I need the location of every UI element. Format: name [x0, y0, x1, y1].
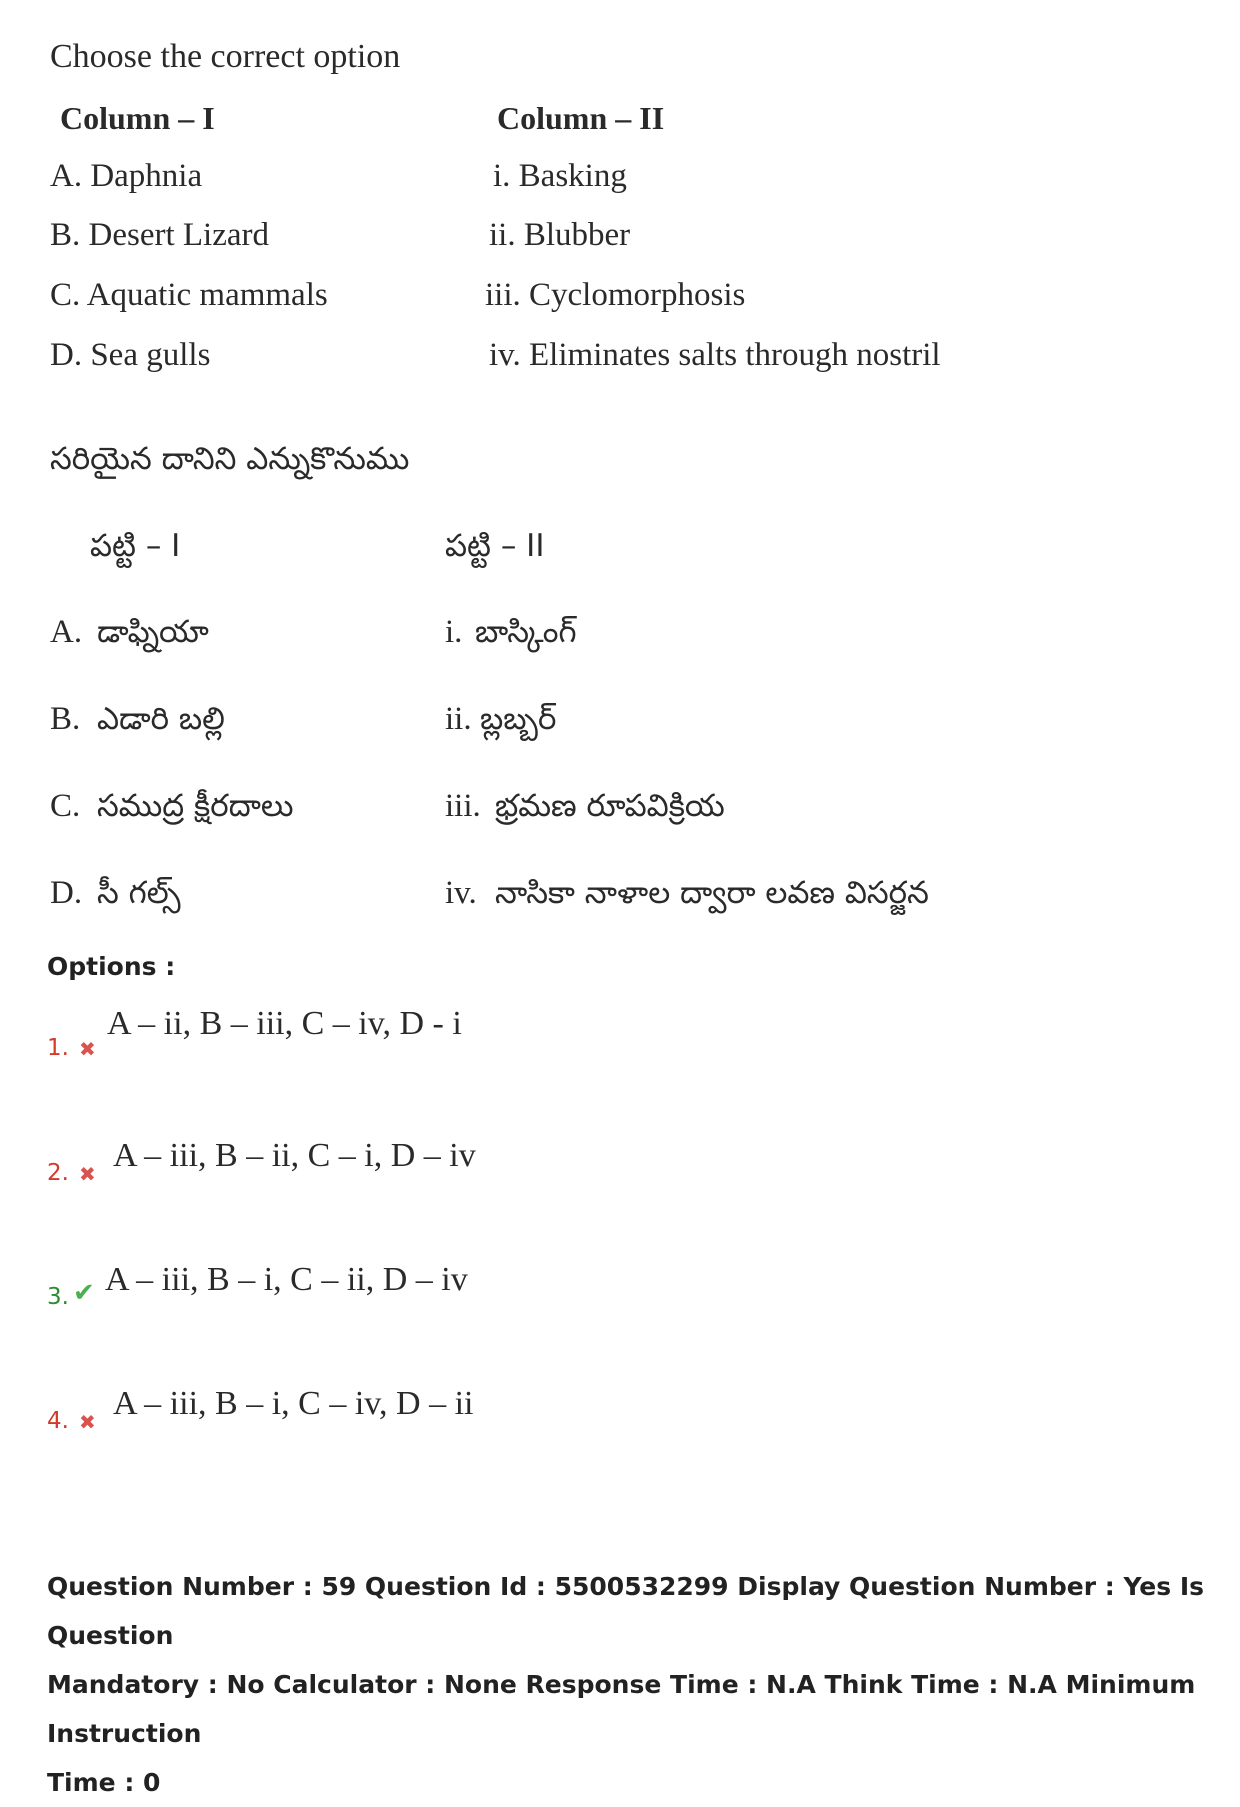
row-c-left-en: C. Aquatic mammals [50, 277, 328, 313]
column-2-heading-te: పట్టి – II [445, 528, 545, 564]
question-metadata [47, 1562, 1207, 1807]
option-number: 2. [47, 1160, 69, 1186]
row-c-left-te: సముద్ర క్షీరదాలు [97, 788, 294, 824]
option-text: A – ii, B – iii, C – iv, D - i [107, 1005, 462, 1042]
metadata-line-2: Mandatory : No Calculator : None Response Time : N.A Think Time : N.A Minimum Instruction [47, 1670, 1196, 1748]
question-prompt-en: Choose the correct option [50, 38, 401, 75]
row-c-right-en: iii. Cyclomorphosis [485, 277, 746, 313]
row-c-letter-te: C. [50, 788, 81, 824]
options-heading: Options : [47, 952, 176, 981]
row-d-num-te: iv. [445, 875, 477, 911]
option-number: 3. [47, 1284, 69, 1310]
column-1-heading-te: పట్టి – I [90, 528, 181, 564]
row-a-left-te: డాఫ్నియా [97, 614, 209, 650]
row-c-right-te: భ్రమణ రూపవిక్రియ [495, 788, 725, 824]
question-prompt-te: సరియైన దానిని ఎన్నుకొనుము [50, 441, 410, 477]
wrong-mark-icon: ✖ [79, 1162, 96, 1186]
metadata-line-1: Question Number : 59 Question Id : 5500532299 Display Question Number : Yes Is Question [47, 1572, 1205, 1650]
option-number: 1. [47, 1035, 69, 1061]
row-b-num-te: ii. [445, 701, 472, 737]
option-text: A – iii, B – i, C – iv, D – ii [113, 1385, 474, 1422]
option-text: A – iii, B – i, C – ii, D – iv [105, 1261, 468, 1298]
row-b-letter-te: B. [50, 701, 81, 737]
row-b-right-te: బ్లబ్బర్ [480, 701, 557, 737]
row-a-right-en: i. Basking [493, 158, 627, 194]
row-a-letter-te: A. [50, 614, 83, 650]
correct-check-icon: ✔ [73, 1278, 95, 1308]
option-number: 4. [47, 1408, 69, 1434]
row-d-left-en: D. Sea gulls [50, 337, 211, 373]
column-2-heading-en: Column – II [497, 100, 665, 136]
row-a-num-te: i. [445, 614, 463, 650]
row-b-left-te: ఎడారి బల్లి [97, 701, 225, 737]
column-1-heading-en: Column – I [60, 100, 215, 136]
row-a-right-te: బాస్కింగ్ [475, 614, 577, 650]
wrong-mark-icon: ✖ [79, 1410, 96, 1434]
row-c-num-te: iii. [445, 788, 481, 824]
row-d-right-te: నాసికా నాళాల ద్వారా లవణ విసర్జన [495, 875, 929, 911]
row-b-right-en: ii. Blubber [489, 217, 631, 253]
wrong-mark-icon: ✖ [79, 1037, 96, 1061]
row-b-left-en: B. Desert Lizard [50, 217, 269, 253]
option-text: A – iii, B – ii, C – i, D – iv [113, 1137, 476, 1174]
row-d-right-en: iv. Eliminates salts through nostril [489, 337, 941, 373]
row-a-left-en: A. Daphnia [50, 158, 203, 194]
metadata-line-3: Time : 0 [47, 1768, 161, 1797]
row-d-left-te: సీ గల్స్ [97, 875, 181, 911]
row-d-letter-te: D. [50, 875, 83, 911]
